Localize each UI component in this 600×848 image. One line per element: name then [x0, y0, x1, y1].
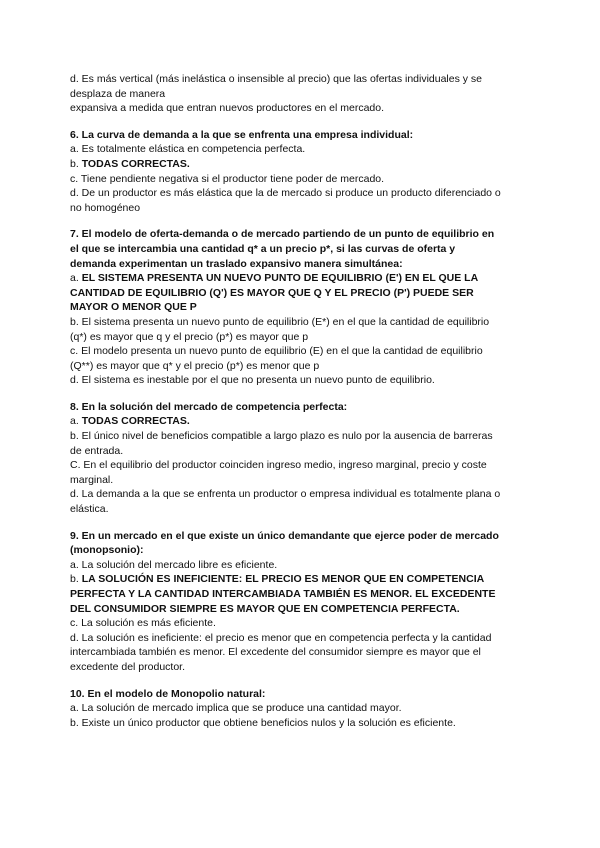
option-text: TODAS CORRECTAS.	[81, 157, 190, 170]
option-text: a. La solución de mercado implica que se produce una cantidad mayor.	[70, 702, 402, 715]
option-text: c. Tiene pendiente negativa si el productor tiene poder de mercado.	[70, 172, 385, 185]
option-text: TODAS CORRECTAS.	[81, 415, 190, 428]
correct-answer-line	[70, 157, 530, 172]
option-text: excedente del productor.	[70, 660, 185, 673]
option-text: d. De un productor es más elástica que la de mercado si produce un producto diferenciado o	[70, 187, 501, 200]
option-line	[70, 558, 530, 573]
block-spacer	[70, 517, 530, 529]
option-text: desplaza de manera	[70, 87, 166, 100]
option-line	[70, 487, 530, 502]
question-block	[70, 529, 530, 675]
option-prefix: b.	[70, 573, 82, 586]
question-text: 9. En un mercado en el que existe un único demandante que ejerce poder de mercado	[70, 529, 499, 542]
option-line	[70, 315, 530, 330]
option-prefix: a.	[70, 272, 82, 285]
option-text: DEL CONSUMIDOR SIEMPRE ES MAYOR QUE EN COMPETENCIA PERFECTA.	[70, 602, 460, 615]
option-text: a. La solución del mercado libre es eficiente.	[70, 558, 278, 571]
option-line	[70, 186, 530, 201]
question-text: demanda experimentan un traslado expansivo manera simultánea:	[70, 257, 403, 270]
option-text: elástica.	[70, 503, 109, 516]
option-line	[70, 502, 530, 517]
option-line	[70, 87, 530, 102]
question-block	[70, 72, 530, 116]
block-spacer	[70, 675, 530, 687]
correct-answer-line	[70, 572, 530, 587]
option-line	[70, 72, 530, 87]
option-line	[70, 330, 530, 345]
option-text: b. El único nivel de beneficios compatible a largo plazo es nulo por la ausencia de barreras	[70, 430, 493, 443]
correct-answer-line	[70, 286, 530, 301]
option-text: b. Existe un único productor que obtiene beneficios nulos y la solución es eficiente.	[70, 716, 456, 729]
option-line	[70, 701, 530, 716]
option-line	[70, 201, 530, 216]
block-spacer	[70, 116, 530, 128]
option-line	[70, 172, 530, 187]
option-text: marginal.	[70, 473, 114, 486]
option-text: CANTIDAD DE EQUILIBRIO (Q') ES MAYOR QUE Q Y EL PRECIO (P') PUEDE SER	[70, 286, 474, 299]
option-line	[70, 473, 530, 488]
option-text: no homogéneo	[70, 201, 141, 214]
option-text: d. La demanda a la que se enfrenta un productor o empresa individual es totalmente plana o	[70, 488, 501, 501]
option-text: d. La solución es ineficiente: el precio es menor que en competencia perfecta y la cantidad	[70, 631, 492, 644]
question-block	[70, 687, 530, 731]
option-line	[70, 660, 530, 675]
option-line	[70, 458, 530, 473]
option-prefix: a.	[70, 415, 82, 428]
question-text: 10. En el modelo de Monopolio natural:	[70, 687, 266, 700]
option-text: c. La solución es más eficiente.	[70, 617, 216, 630]
option-text: (q*) es mayor que q y el precio (p*) es mayor que p	[70, 330, 309, 343]
block-spacer	[70, 215, 530, 227]
correct-answer-line	[70, 602, 530, 617]
option-line	[70, 373, 530, 388]
option-text: d. Es más vertical (más inelástica o insensible al precio) que las ofertas individuales y se	[70, 73, 483, 85]
question-block	[70, 400, 530, 517]
question-text: (monopsonio):	[70, 544, 144, 557]
correct-answer-line	[70, 587, 530, 602]
question-text: 8. En la solución del mercado de competencia perfecta:	[70, 400, 348, 413]
option-text: a. Es totalmente elástica en competencia perfecta.	[70, 143, 306, 156]
question-text: el que se intercambia una cantidad q* a un precio p*, si las curvas de oferta y	[70, 242, 456, 255]
correct-answer-line	[70, 271, 530, 286]
option-line	[70, 444, 530, 459]
option-text: intercambiada también es menor. El excedente del consumidor siempre es mayor que el	[70, 646, 481, 659]
option-text: MAYOR O MENOR QUE P	[70, 301, 197, 314]
option-line	[70, 344, 530, 359]
question-text: 7. El modelo de oferta-demanda o de mercado partiendo de un punto de equilibrio en	[70, 228, 495, 241]
option-text: expansiva a medida que entran nuevos productores en el mercado.	[70, 102, 385, 115]
option-line	[70, 631, 530, 646]
option-line	[70, 142, 530, 157]
question-text: 6. La curva de demanda a la que se enfrenta una empresa individual:	[70, 128, 414, 141]
option-text: LA SOLUCIÓN ES INEFICIENTE: EL PRECIO ES MENOR QUE EN COMPETENCIA	[81, 573, 485, 586]
question-block	[70, 128, 530, 216]
correct-answer-line	[70, 414, 530, 429]
option-text: d. El sistema es inestable por el que no presenta un nuevo punto de equilibrio.	[70, 374, 435, 387]
block-spacer	[70, 388, 530, 400]
option-line	[70, 359, 530, 374]
option-text: de entrada.	[70, 444, 124, 457]
option-line	[70, 716, 530, 731]
option-line	[70, 645, 530, 660]
option-text: (Q**) es mayor que q* y el precio (p*) es menor que p	[70, 359, 320, 372]
option-line	[70, 429, 530, 444]
option-text: PERFECTA Y LA CANTIDAD INTERCAMBIADA TAMBIÉN ES MENOR. EL EXCEDENTE	[70, 588, 496, 600]
option-line	[70, 616, 530, 631]
option-text: EL SISTEMA PRESENTA UN NUEVO PUNTO DE EQUILIBRIO (E') EN EL QUE LA	[81, 272, 479, 285]
question-block	[70, 227, 530, 388]
option-text: c. El modelo presenta un nuevo punto de equilibrio (E) en el que la cantidad de equilibrio	[70, 345, 483, 358]
option-line	[70, 101, 530, 116]
correct-answer-line	[70, 300, 530, 315]
option-text: b. El sistema presenta un nuevo punto de equilibrio (E*) en el que la cantidad de equilibrio	[70, 315, 490, 328]
option-prefix: b.	[70, 157, 82, 170]
option-text: C. En el equilibrio del productor coinciden ingreso medio, ingreso marginal, precio y coste	[70, 459, 487, 472]
